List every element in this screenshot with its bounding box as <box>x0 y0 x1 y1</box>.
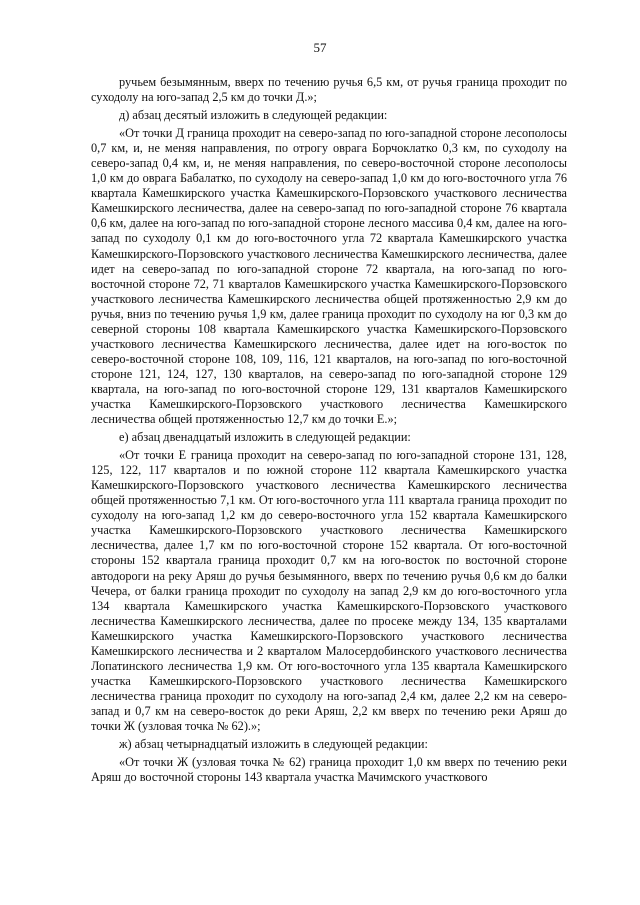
paragraph-clause-d: д) абзац десятый изложить в следующей редакции: <box>119 108 388 123</box>
paragraph-clause-zh: ж) абзац четырнадцатый изложить в следующей редакции: <box>119 737 428 752</box>
page-number: 57 <box>313 40 327 55</box>
paragraph-continuation: ручьем безымянным, вверх по течению ручья 6,5 км, от ручья граница проходит по суходолу на юго-запад 2,5 км до точки Д.»; <box>91 75 567 105</box>
document-body <box>91 75 567 785</box>
paragraph-clause-e-text: «От точки Е граница проходит на северо-запад по юго-западной стороне 131, 128, 125, 122, 117 кварталов и по южной стороне 112 квартала Камешкирского участка Камешкирского-Порзовского участкового лесничества Камешкирского лесничества общей протяженностью 7,1 км. От юго-восточного угла 111 квартала граница проходит по суходолу на юго-запад 1,2 км до северо-восточного угла 152 квартала Камешкирского участка Камешкирского-Порзовского участкового лесничества Камешкирского лесничества, далее 1,7 км по юго-восточной стороне 152 квартала. От юго-восточной стороны 152 квартала граница проходит 0,7 км на юго-восток по восточной стороне автодороги на реку Аряш до ручья безымянного, вверх по течению ручья 0,6 км до балки Чечера, от балки граница проходит по суходолу на запад 2,9 км до юго-восточного угла 134 квартала Камешкирского участка Камешкирского-Порзовского участкового лесничества Камешкирского лесничества, далее по просеке между 134, 135 кварталами Камешкирского участка Камешкирского-Порзовского участкового лесничества Камешкирского лесничества и 2 кварталом Малосердобинского участкового лесничества Лопатинского лесничества 1,9 км. От юго-восточного угла 135 квартала Камешкирского участка Камешкирского-Порзовского участкового лесничества Камешкирского лесничества граница проходит по суходолу на юго-запад 2,4 км, далее 2,2 км на северо-запад и 0,7 км на северо-восток до реки Аряш, 2,2 км вверх по течению реки Аряш до точки Ж (узловая точка № 62).»; <box>91 448 567 733</box>
paragraph-clause-d-text: «От точки Д граница проходит на северо-запад по юго-западной стороне лесополосы 0,7 км, и, не меняя направления, по отрогу оврага Борчоклатко 0,3 км, по суходолу на северо-запад 0,4 км, и, не меняя направления, по северо-восточной стороне лесополосы 1,0 км до оврага Бабалатко, по суходолу на северо-запад 1,0 км до юго-восточного угла 76 квартала Камешкирского участка Камешкирского-Порзовского участкового лесничества Камешкирского лесничества, далее на северо-запад по юго-западной стороне 76 квартала 0,6 км, далее на юго-запад по юго-западной стороне лесного массива 0,4 км, далее на юго-запад по суходолу 0,1 км до юго-восточного угла 72 квартала Камешкирского участка Камешкирского-Порзовского участкового лесничества Камешкирского лесничества, далее идет на северо-запад по юго-западной стороне 72 квартала, на юго-запад по юго-восточной стороне 72, 71 кварталов Камешкирского участка Камешкирского-Порзовского участкового лесничества Камешкирского лесничества общей протяженностью 2,9 км до ручья, вниз по течению ручья 1,9 км, далее граница проходит по суходолу на юг 0,3 км до северной стороны 108 квартала Камешкирского участка Камешкирского-Порзовского участкового лесничества Камешкирского лесничества, далее идет на юго-восток по северо-восточной стороне 108, 109, 116, 121 кварталов, на юго-запад по юго-восточной стороне 121, 124, 127, 130 кварталов, на северо-запад по юго-западной стороне 129 квартала, на юго-запад по юго-восточной стороне 129, 131 кварталов Камешкирского участка Камешкирского-Порзовского участкового лесничества Камешкирского лесничества общей протяженностью 12,7 км до точки Е.»; <box>91 126 567 427</box>
paragraph-clause-zh-text: «От точки Ж (узловая точка № 62) граница проходит 1,0 км вверх по течению реки Аряш до восточной стороны 143 квартала участка Мачимского участкового <box>91 755 567 785</box>
paragraph-clause-e: е) абзац двенадцатый изложить в следующей редакции: <box>119 430 411 445</box>
